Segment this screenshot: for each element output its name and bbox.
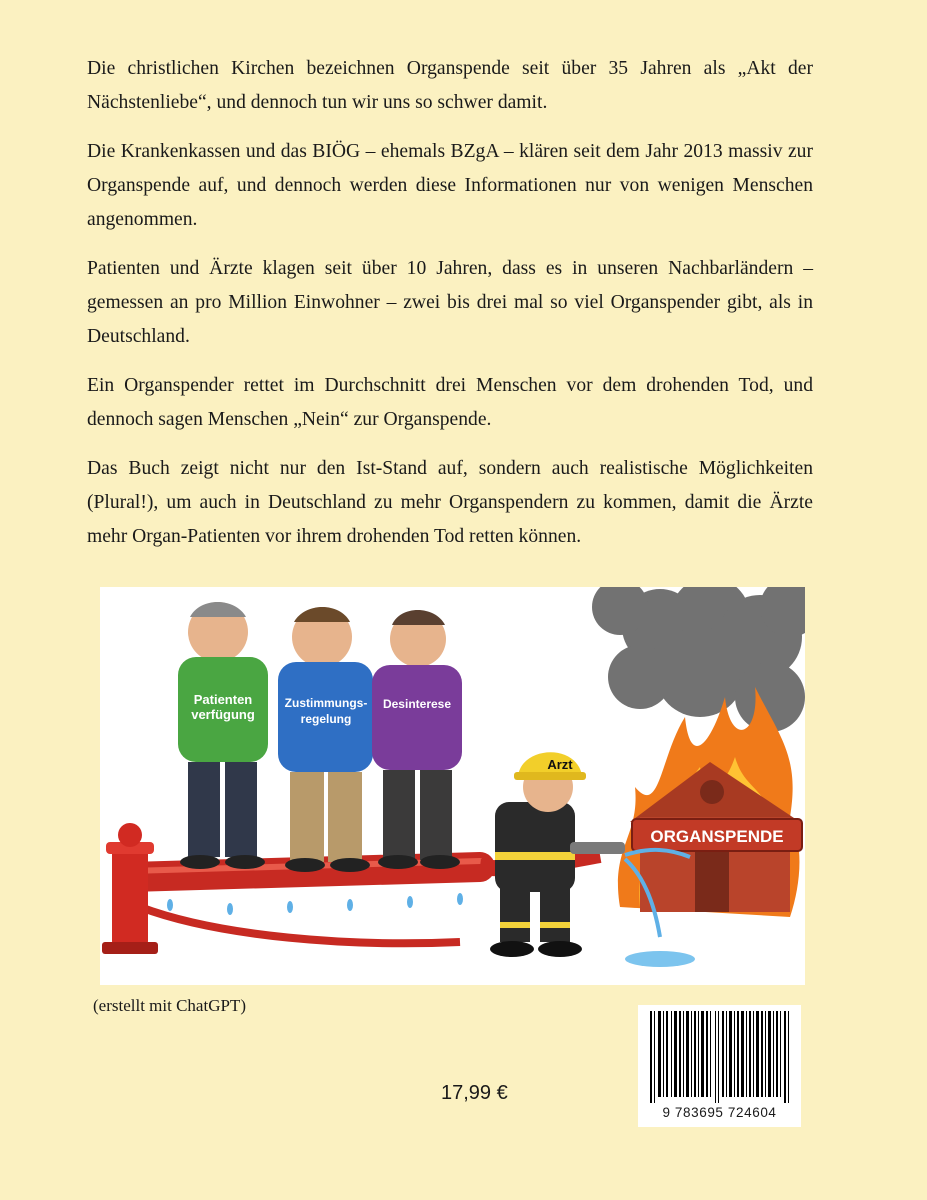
man-1 xyxy=(178,602,268,869)
paragraph: Patienten und Ärzte klagen seit über 10 Jahren, dass es in unseren Nachbarländern – gemessen an pro Million Einwohner – zwei bis drei mal so viel Organspender gibt, als in Deutschland. xyxy=(87,258,813,347)
cartoon-drawing xyxy=(100,587,805,985)
shirt-1-line1: Patienten xyxy=(193,692,253,707)
man-2 xyxy=(278,607,373,872)
man-3 xyxy=(372,610,462,869)
barcode-bars xyxy=(638,1005,801,1105)
blurb-text xyxy=(87,52,813,569)
shirt-2-line2: regelung xyxy=(300,712,352,726)
smoke-cloud xyxy=(592,587,805,732)
firefighter xyxy=(490,752,625,957)
shirt-3-text: Desinterese xyxy=(382,697,452,711)
shirt-1-line2: verfügung xyxy=(191,707,255,722)
helmet-text: Arzt xyxy=(547,757,573,772)
paragraph: Die christlichen Kirchen bezeichnen Organspende seit über 35 Jahren als „Akt der Nächstenliebe“, und dennoch tun wir uns so schwer damit. xyxy=(87,58,813,113)
water-drips xyxy=(167,893,463,915)
paragraph: Die Krankenkassen und das BIÖG – ehemals BZgA – klären seit dem Jahr 2013 massiv zur Organspende auf, und dennoch werden diese Informationen nur von wenigen Menschen angenommen. xyxy=(87,141,813,230)
price: 17,99 € xyxy=(441,1082,508,1104)
shirt-2-line1: Zustimmungs- xyxy=(284,696,368,710)
illustration-caption: (erstellt mit ChatGPT) xyxy=(93,996,246,1015)
paragraph: Ein Organspender rettet im Durchschnitt drei Menschen vor dem drohenden Tod, und dennoch sagen Menschen „Nein“ zur Organspende. xyxy=(87,375,813,430)
paragraph: Das Buch zeigt nicht nur den Ist-Stand auf, sondern auch realistische Möglichkeiten (Plural!), um auch in Deutschland zu mehr Organspendern zu kommen, damit die Ärzte mehr Organ-Patienten vor ihrem drohenden Tod retten können. xyxy=(87,458,813,547)
cartoon-illustration xyxy=(100,587,805,985)
isbn-digits: 9 783695 724604 xyxy=(662,1105,777,1120)
house-sign-text: ORGANSPENDE xyxy=(650,827,784,846)
isbn-barcode xyxy=(638,1005,801,1127)
